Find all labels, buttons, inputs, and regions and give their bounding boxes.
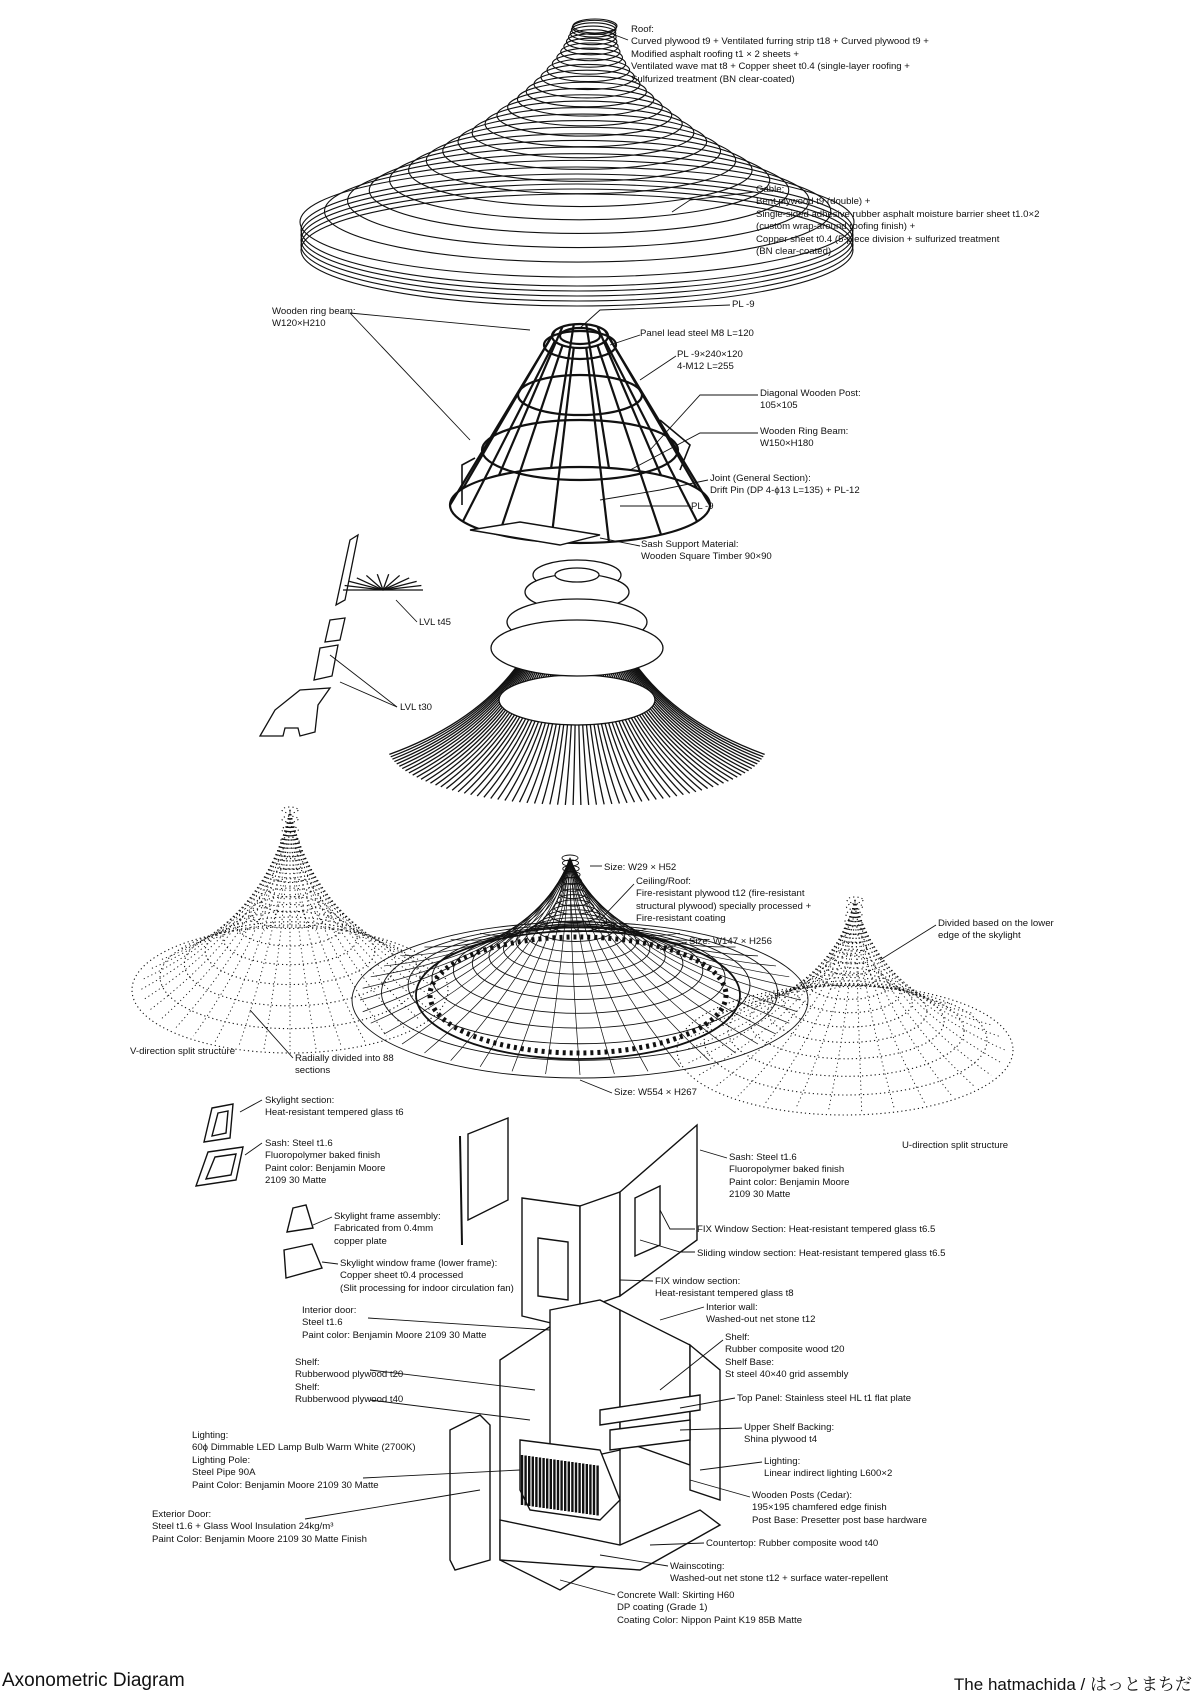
mesh-ring	[797, 973, 900, 1013]
joint-annotation: Joint (General Section): Drift Pin (DP 4-ϕ13 L=135) + PL-12	[710, 473, 860, 497]
leader-line	[640, 356, 676, 380]
pl-plate-annotation: PL -9×240×120 4-M12 L=255	[677, 349, 743, 373]
mesh-spoke	[175, 810, 290, 1029]
mesh-ring	[677, 985, 1013, 1115]
mesh-spoke	[264, 810, 290, 931]
mesh-spoke	[290, 810, 365, 938]
leader-line	[330, 655, 397, 707]
skylight-window-annotation: Skylight window frame (lower frame): Copper sheet t0.4 processed (Slit processing for indoor circulation fan)	[340, 1258, 514, 1294]
sash-right-annotation: Sash: Steel t1.6 Fluoropolymer baked finish Paint color: Benjamin Moore 2109 30 Matte	[729, 1152, 850, 1201]
shelf-right-annotation: Shelf: Rubber composite wood t20 Shelf Base: St steel 40×40 grid assembly	[725, 1332, 849, 1381]
mesh-ring	[836, 942, 866, 953]
skylight-section-annotation: Skylight section: Heat-resistant tempered glass t6	[265, 1095, 404, 1119]
leader-line	[350, 313, 530, 330]
wooden-frame-drawing	[450, 324, 710, 545]
radial-annotation: Radially divided into 88 sections	[295, 1053, 394, 1077]
gable-annotation: Gable: Bent plywood t9 (double) + Single-sided adhesive rubber asphalt moisture barrier sheet t1.0×2 (custom wrap-around roofing finish) + Copper sheet t0.4 (5-piece division + sulfurized treatment (BN clear-coated)	[756, 184, 1040, 258]
leader-line	[580, 305, 730, 328]
leader-line	[580, 1080, 612, 1093]
mesh-spoke	[149, 810, 290, 1011]
leader-line	[600, 480, 708, 500]
lvl-piece-1	[325, 618, 345, 642]
exterior-door-annotation: Exterior Door: Steel t1.6 + Glass Wool Insulation 24kg/m³ Paint Color: Benjamin Moore 2109 30 Matte Finish	[152, 1509, 367, 1545]
mesh-spoke	[290, 810, 365, 1042]
mesh-spoke	[264, 810, 290, 1049]
mesh-spoke	[290, 810, 438, 1000]
leader-line	[600, 884, 634, 920]
pl9-top-annotation: PL -9	[732, 299, 755, 310]
skylight-lower-frame	[284, 1244, 322, 1278]
rib-crown	[555, 568, 599, 582]
mesh-spoke	[290, 810, 405, 1029]
mesh-spoke	[738, 900, 855, 1096]
skylight-frame-annotation: Skylight frame assembly: Fabricated from 0.4mm copper plate	[334, 1211, 441, 1247]
wainscoting-annotation: Wainscoting: Washed-out net stone t12 + surface water-repellent	[670, 1561, 889, 1585]
mesh-spoke	[290, 810, 420, 960]
leader-line	[650, 395, 758, 450]
mesh-spoke	[149, 810, 290, 969]
leader-line	[630, 433, 758, 470]
leader-line	[245, 1143, 262, 1155]
sash-support-annotation: Sash Support Material: Wooden Square Timber 90×90	[641, 539, 772, 563]
mesh-rim-outer	[416, 931, 740, 1059]
diagonal-post-annotation: Diagonal Wooden Post: 105×105	[760, 388, 861, 412]
mesh-spoke	[194, 810, 290, 944]
mesh-spoke	[384, 858, 570, 1034]
mesh-spoke	[290, 810, 420, 1020]
radial-ribs-drawing	[389, 560, 764, 805]
mesh-spoke	[855, 900, 862, 1112]
diagonal-post	[463, 341, 555, 521]
mesh-spoke	[290, 810, 431, 1011]
mesh-spoke	[194, 810, 290, 1036]
mesh-spoke	[855, 900, 925, 1104]
panel-lead-annotation: Panel lead steel M8 L=120	[640, 328, 754, 339]
mesh-spoke	[480, 858, 570, 1067]
mesh-spoke	[290, 810, 316, 1049]
mesh-spoke	[215, 810, 290, 938]
lvl-t45-annotation: LVL t45	[419, 617, 452, 628]
leader-line	[313, 1217, 332, 1225]
diagram-title: Axonometric Diagram	[2, 1670, 185, 1691]
roof-layer	[517, 82, 653, 116]
mesh-ring	[132, 927, 448, 1053]
ceiling-annotation: Ceiling/Roof: Fire-resistant plywood t12 (fire-resistant structural plywood) specially processed + Fire-resistant coating	[636, 876, 812, 925]
size-bottom-annotation: Size: W554 × H267	[614, 1087, 697, 1098]
ceiling-meshes-drawing	[132, 807, 1013, 1115]
leader-line	[396, 600, 417, 622]
leader-line	[880, 925, 936, 960]
mesh-spoke	[142, 810, 290, 1000]
mesh-spoke	[160, 810, 290, 960]
window-panel-left	[468, 1118, 508, 1220]
lvl-piece-2	[314, 645, 338, 680]
u-split-annotation: U-direction split structure	[902, 1140, 1009, 1151]
mesh-spoke	[160, 810, 290, 1020]
roof-layer	[443, 121, 721, 182]
upper-backing-annotation: Upper Shelf Backing: Shina plywood t4	[744, 1422, 835, 1446]
mesh-spoke	[796, 900, 855, 1109]
lighting-right-annotation: Lighting: Linear indirect lighting L600×2	[764, 1456, 893, 1480]
window-post	[460, 1136, 462, 1245]
mesh-spoke	[855, 900, 894, 1109]
sliding-window-annotation: Sliding window section: Heat-resistant tempered glass t6.5	[697, 1248, 946, 1259]
mesh-spoke	[828, 900, 855, 989]
roof-layer	[409, 134, 752, 207]
mesh-spoke	[424, 858, 570, 1053]
mesh-spoke	[290, 810, 386, 944]
roof-annotation: Roof: Curved plywood t9 + Ventilated furring strip t18 + Curved plywood t9 + Modified asphalt roofing t1 × 2 sheets + Ventilated wave mat t8 + Copper sheet t0.4 (single-layer roofing + Sulfurized treatment (BN clear-coated)	[631, 24, 929, 85]
mesh-spoke	[371, 858, 570, 977]
lighting-left-annotation: Lighting: 60ϕ Dimmable LED Lamp Bulb Warm White (2700K) Lighting Pole: Steel Pipe 90A Paint Color: Benjamin Moore 2109 30 Matte	[192, 1430, 416, 1491]
divided-annotation: Divided based on the lower edge of the skylight	[938, 918, 1054, 942]
interior-door-annotation: Interior door: Steel t1.6 Paint color: Benjamin Moore 2109 30 Matte	[302, 1305, 487, 1341]
shelf-left-annotation: Shelf: Rubberwood plywood t20 Shelf: Rubberwood plywood t40	[295, 1357, 404, 1406]
interior-panel-4	[450, 1415, 490, 1570]
top-panel-annotation: Top Panel: Stainless steel HL t1 flat plate	[737, 1393, 912, 1404]
lvl-t30-annotation: LVL t30	[400, 702, 433, 713]
leader-line	[700, 1150, 727, 1158]
fix-window-t8-annotation: FIX window section: Heat-resistant tempered glass t8	[655, 1276, 794, 1300]
mesh-spoke	[142, 810, 290, 980]
concrete-wall-annotation: Concrete Wall: Skirting H60 DP coating (Grade 1) Coating Color: Nippon Paint K19 85B Matte	[617, 1590, 803, 1626]
rib-tier-lower-2	[491, 620, 663, 676]
ring-beam-2	[482, 420, 678, 480]
mesh-spoke	[290, 810, 431, 969]
interior-wall-annotation: Interior wall: Washed-out net stone t12	[706, 1302, 816, 1326]
leader-line	[322, 1262, 338, 1264]
ring-beam-annotation: Wooden Ring Beam: W150×H180	[760, 426, 849, 450]
skylight-frame	[287, 1205, 313, 1232]
interior-panel-3	[690, 1345, 720, 1500]
ring-beam-1	[518, 375, 642, 415]
lvl-blade-top	[336, 535, 358, 605]
mesh-spoke	[855, 900, 894, 991]
v-split-annotation: V-direction split structure	[130, 1046, 236, 1057]
countertop-annotation: Countertop: Rubber composite wood t40	[706, 1538, 879, 1549]
leader-line	[660, 1307, 704, 1320]
rib-tier-2	[499, 675, 655, 725]
mesh-spoke	[290, 810, 316, 931]
project-name: The hatmachida / はっとまちだ	[953, 1675, 1192, 1694]
mesh-spoke	[215, 810, 290, 1042]
leader-line	[340, 682, 397, 707]
interior-drawing	[450, 1300, 720, 1590]
mesh-spoke	[363, 858, 570, 1012]
roof-layer	[325, 160, 831, 262]
lvl-parts-drawing	[260, 535, 423, 736]
leader-line	[240, 1100, 262, 1112]
sliding-window	[580, 1192, 620, 1310]
ring-beam-top-annotation: Wooden ring beam: W120×H210	[272, 306, 356, 330]
size-top-annotation: Size: W29 × H52	[604, 862, 677, 873]
leader-line	[350, 313, 470, 440]
mesh-spoke	[828, 900, 855, 1112]
wooden-posts-annotation: Wooden Posts (Cedar): 195×195 chamfered edge finish Post Base: Presetter post base hardware	[752, 1490, 927, 1526]
leader-line	[250, 1010, 293, 1058]
pl9-bottom-annotation: PL -9	[691, 501, 714, 512]
fix-window-pane	[538, 1238, 568, 1300]
leader-line	[560, 1580, 615, 1595]
lvl-foot	[260, 688, 330, 736]
size-mid-annotation: Size: W147 × H256	[689, 936, 772, 947]
fix-window-section-annotation: FIX Window Section: Heat-resistant tempered glass t6.5	[697, 1224, 936, 1235]
window-pane-right	[635, 1186, 660, 1256]
mesh-ring	[704, 986, 987, 1095]
roof-layer	[458, 114, 707, 169]
sash-left-annotation: Sash: Steel t1.6 Fluoropolymer baked finish Paint color: Benjamin Moore 2109 30 Matte	[265, 1138, 386, 1187]
